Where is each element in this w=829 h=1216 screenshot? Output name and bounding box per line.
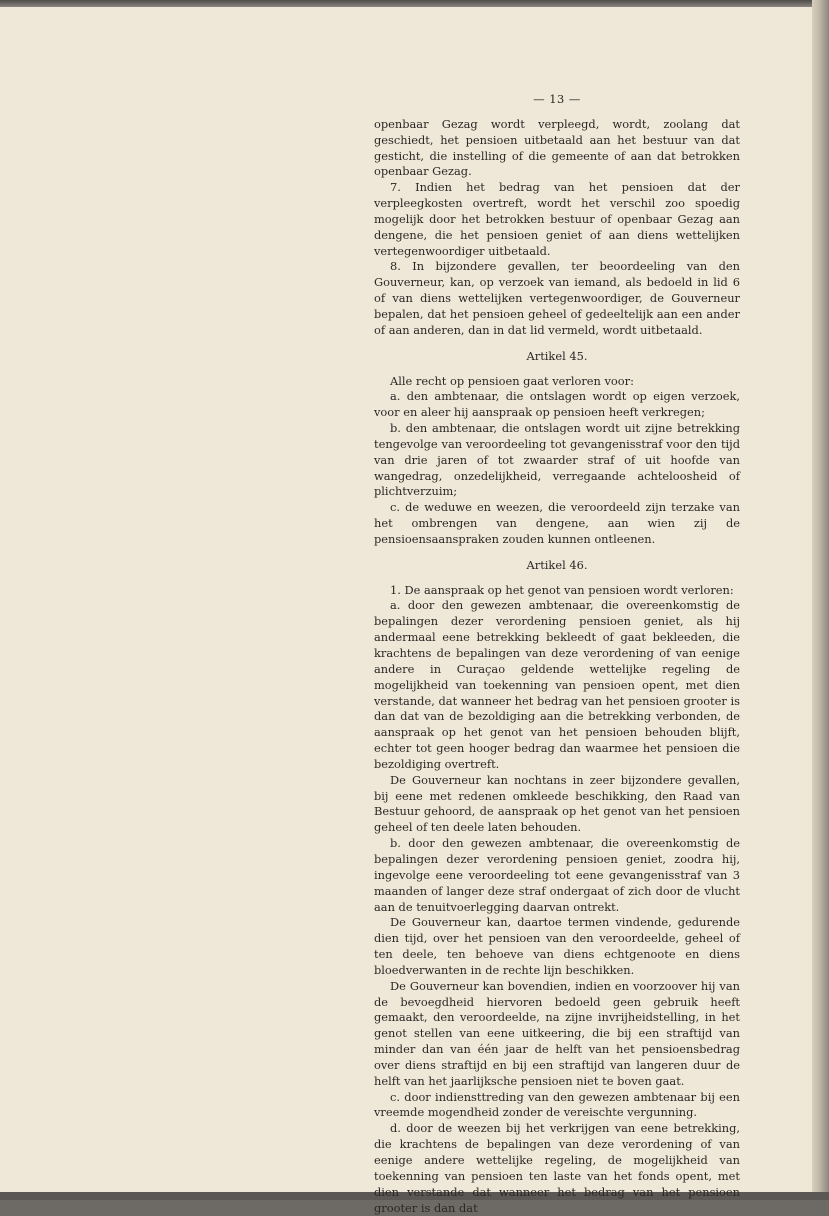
scan-right-edge	[812, 0, 829, 1200]
paragraph: openbaar Gezag wordt verpleegd, wordt, zoolang dat geschiedt, het pensioen uitbetaald aan het bestuur van dat gesticht, die instelling of die gemeente of aan dat betrokken openbaar Gezag.	[374, 116, 740, 179]
article-heading: Artikel 46.	[526, 557, 588, 572]
paragraph: De Gouverneur kan nochtans in zeer bijzondere gevallen, bij eene met redenen omkleede beschikking, den Raad van Bestuur gehoord, de aanspraak op het genot van het pensioen geheel of ten deele laten behouden.	[374, 772, 740, 835]
paragraph: De Gouverneur kan, daartoe termen vindende, gedurende dien tijd, over het pensioen van den veroordeelde, geheel of ten deele, ten behoeve van diens echtgenoote en diens bloedverwanten in de rechte lijn beschikken.	[374, 915, 740, 977]
paragraph: 1. De aanspraak op het genot van pensioen wordt verloren:	[390, 582, 734, 597]
paragraph: a. door den gewezen ambtenaar, die overeenkomstig de bepalingen dezer verordening pensioen geniet, als hij andermaal eene betrekking bekleedt of gaat bekleeden, die krachtens de bepalingen van deze verordening of van eenige andere in Curaçao geldende wettelijke regeling de mogelijkheid van toekenning van pensioen opent, met dien verstande, dat wanneer het bedrag van het pensioen grooter is dan dat van de bezoldiging aan die betrekking verbonden, de aanspraak op het genot van het pensioen behouden blijft, echter tot geen hooger bedrag dan waarmee het pensioen die bezoldiging overtreft.	[374, 598, 740, 771]
paragraph: a. den ambtenaar, die ontslagen wordt op eigen verzoek, voor en aleer hij aanspraak op pensioen heeft verkregen;	[374, 389, 740, 420]
paragraph: De Gouverneur kan bovendien, indien en voorzoover hij van de bevoegdheid hiervoren bedoeld geen gebruik heeft gemaakt, den veroordeelde, na zijne invrijheidstelling, in het genot stellen van eene uitkeering, die bij een straftijd van minder dan van één jaar de helft van het pensioensbedrag over diens straftijd en bij een straftijd van langeren duur de helft van het jaarlijksche pensioen niet te boven gaat.	[374, 978, 740, 1088]
article-heading: Artikel 45.	[526, 348, 588, 363]
text-column	[374, 92, 740, 1216]
paragraph: c. de weduwe en weezen, die veroordeeld zijn terzake van het ombrengen van dengene, aan wien zij de pensioensaanspraken zouden kunnen ontleenen.	[374, 500, 740, 546]
paragraph: b. den ambtenaar, die ontslagen wordt uit zijne betrekking tengevolge van veroordeeling tot gevangenisstraf voor den tijd van drie jaren of tot zwaarder straf of uit hoofde van wangedrag, onzedelijkheid, verregaande achteloosheid of plichtverzuim;	[374, 421, 740, 499]
paragraph: c. door indiensttreding van den gewezen ambtenaar bij een vreemde mogendheid zonder de vereischte vergunning.	[374, 1089, 740, 1120]
paragraph: b. door den gewezen ambtenaar, die overeenkomstig de bepalingen dezer verordening pensioen geniet, zoodra hij, ingevolge eene veroordeeling tot eene gevangenisstraf van 3 maanden of langer deze straf ondergaat of zich door de vlucht aan de tenuitvoerlegging daarvan ontrekt.	[374, 836, 740, 914]
scan-top-edge	[0, 0, 829, 7]
paragraph: Alle recht op pensioen gaat verloren voor:	[390, 373, 634, 388]
page-number: — 13 —	[533, 92, 581, 106]
paragraph: 8. In bijzondere gevallen, ter beoordeeling van den Gouverneur, kan, op verzoek van iemand, als bedoeld in lid 6 of van diens wettelijken vertegenwoordiger, de Gouverneur bepalen, dat het pensioen geheel of gedeeltelijk aan een ander of aan anderen, dan in dat lid vermeld, wordt uitbetaald.	[374, 259, 740, 337]
paragraph: d. door de weezen bij het verkrijgen van eene betrekking, die krachtens de bepalingen van deze verordening of van eenige andere wettelijke regeling, de mogelijkheid van toekenning van pensioen ten laste van het fonds opent, met dien verstande dat wanneer het bedrag van het pensioen grooter is dan dat	[374, 1121, 740, 1215]
paragraph: 7. Indien het bedrag van het pensioen dat der verpleegkosten overtreft, wordt het verschil zoo spoedig mogelijk door het betrokken bestuur of openbaar Gezag aan dengene, die het pensioen geniet of aan diens wettelijken vertegenwoordiger uitbetaald.	[374, 180, 740, 258]
